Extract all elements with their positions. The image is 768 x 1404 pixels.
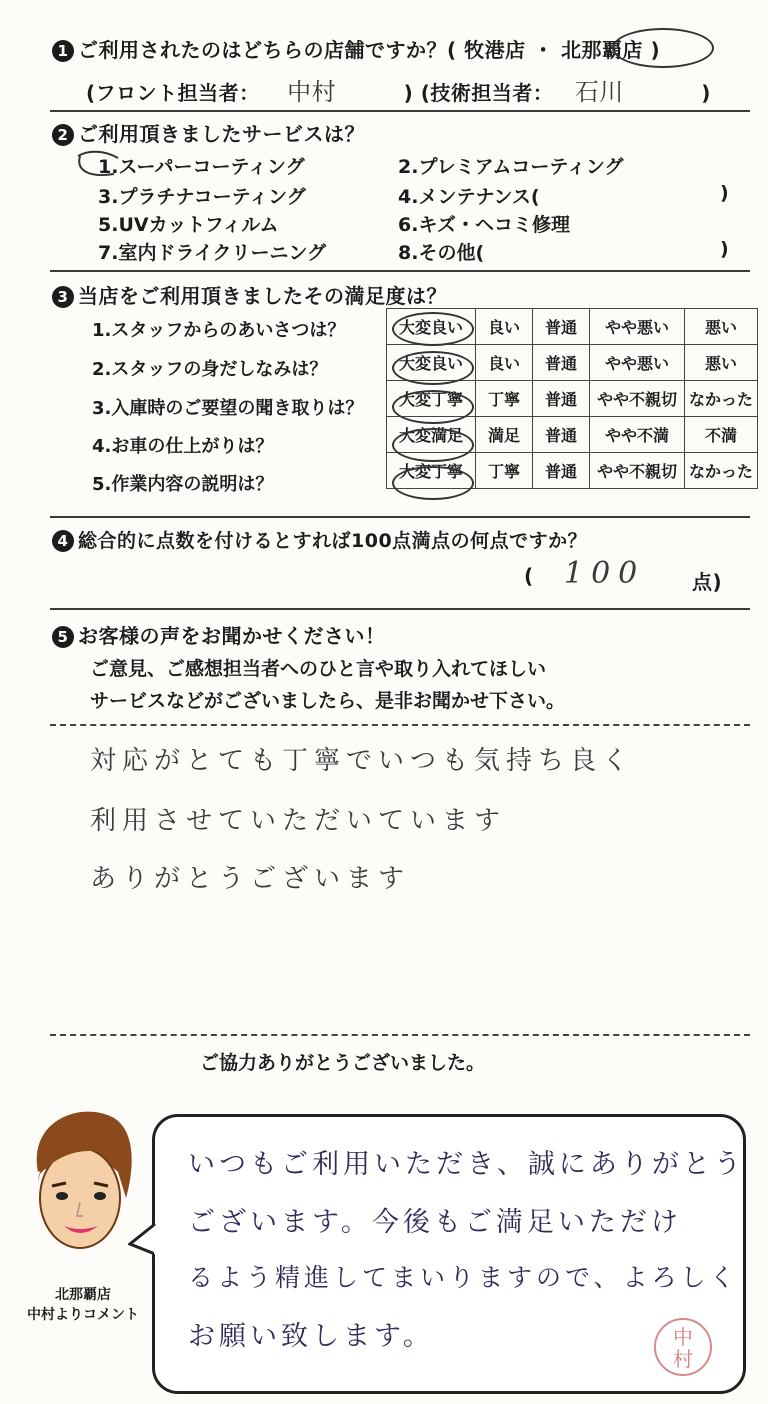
reply-store-caption: 北那覇店 [55, 1287, 111, 1303]
rating-cell: 良い [476, 309, 533, 345]
rating-cell: なかった [685, 453, 758, 489]
service-close-paren: ) [720, 182, 729, 204]
q3-question: 当店をご利用頂きましたその満足度は？ [78, 284, 447, 308]
rating-question: 2.スタッフの身だしなみは？ [92, 359, 328, 380]
stamp-char: 中 [673, 1325, 693, 1349]
rating-selection-circle [392, 312, 474, 346]
reply-author-caption: 中村よりコメント [27, 1307, 139, 1323]
service-option: 2.プレミアムコーティング [398, 156, 624, 178]
bubble-tail [128, 1220, 168, 1260]
rating-selection-circle [392, 390, 474, 424]
score-value: 100 [564, 556, 646, 591]
rating-selection-circle [392, 466, 474, 500]
thanks-message: ご協力ありがとうございました。 [200, 1052, 486, 1074]
rating-cell: 大変満足 [387, 417, 476, 453]
name-stamp [654, 1318, 712, 1376]
rating-cell: 普通 [533, 417, 590, 453]
service-close-paren: ) [720, 238, 729, 260]
rating-cell: やや悪い [590, 345, 685, 381]
rating-cell: 普通 [533, 453, 590, 489]
rating-cell: なかった [685, 381, 758, 417]
rating-selection-circle [392, 428, 474, 462]
q2-number-badge: 2 [52, 124, 74, 146]
rating-cell: やや不満 [590, 417, 685, 453]
service-option: 6.キズ・ヘコミ修理 [398, 214, 571, 236]
dashed-divider [50, 724, 750, 726]
divider [50, 516, 750, 518]
q2-title [52, 118, 365, 147]
service-option: 7.室内ドライクリーニング [98, 242, 327, 264]
rating-cell: 大変良い [387, 309, 476, 345]
q4-open-paren: ( [524, 564, 534, 588]
q5-number-badge: 5 [52, 626, 74, 648]
q1-title [52, 34, 660, 63]
customer-comment-line: 利用させていただいています [90, 806, 507, 836]
rating-cell: 丁寧 [476, 381, 533, 417]
service-check-mark [74, 146, 122, 180]
stamp-char: 村 [673, 1347, 693, 1371]
staff-reply-line: ございます。今後もご満足いただけ [188, 1207, 682, 1238]
staff-reply-line: るよう精進してまいりますので、よろしく [188, 1263, 739, 1292]
customer-comment-line: 対応がとても丁寧でいつも気持ち良く [90, 746, 635, 776]
store-selection-circle [612, 28, 714, 68]
divider [50, 110, 750, 112]
rating-cell: 不満 [685, 417, 758, 453]
rating-cell: 悪い [685, 309, 758, 345]
q5-question: お客様の声をお聞かせください！ [78, 624, 386, 648]
rating-cell: 大変良い [387, 345, 476, 381]
rating-cell: 普通 [533, 309, 590, 345]
rating-cell: 丁寧 [476, 453, 533, 489]
q5-instruction: サービスなどがございましたら、是非お聞かせ下さい。 [90, 690, 566, 712]
tech-staff-value: 石川 [574, 78, 624, 106]
customer-comment-line: ありがとうございます [90, 864, 411, 894]
service-option: 1.スーパーコーティング [98, 156, 305, 178]
q1-stores: ( 牧港店 ・ 北那覇店 ) [447, 38, 661, 62]
rating-question: 5.作業内容の説明は？ [92, 474, 274, 495]
score-unit: 点) [692, 570, 723, 594]
q1-staff-line [86, 72, 711, 107]
q4-number-badge: 4 [52, 530, 74, 552]
q2-question: ご利用頂きましたサービスは？ [78, 122, 365, 146]
q5-instruction: ご意見、ご感想担当者へのひと言や取り入れてほしい [90, 658, 547, 680]
rating-cell: 普通 [533, 345, 590, 381]
rating-cell: 大変丁寧 [387, 453, 476, 489]
q3-title [52, 280, 447, 309]
q5-title [52, 620, 386, 649]
q1-question: ご利用されたのはどちらの店舗ですか？ [78, 38, 447, 62]
service-option: 5.UVカットフィルム [98, 214, 279, 236]
rating-question: 4.お車の仕上がりは？ [92, 436, 274, 457]
front-staff-close: ) [403, 81, 414, 105]
staff-reply-line: お願い致します。 [188, 1321, 434, 1352]
service-option: 8.その他( [398, 242, 485, 264]
front-staff-value: 中村 [287, 78, 337, 106]
rating-cell: 大変丁寧 [387, 381, 476, 417]
tech-staff-label: (技術担当者： [420, 81, 554, 105]
tech-staff-close: ) [701, 81, 711, 105]
rating-cell: やや不親切 [590, 381, 685, 417]
q4-question: 総合的に点数を付けるとすれば100点満点の何点ですか？ [78, 530, 588, 552]
rating-cell: やや悪い [590, 309, 685, 345]
q1-number-badge: 1 [52, 40, 74, 62]
rating-question: 1.スタッフからのあいさつは？ [92, 320, 346, 341]
rating-cell: 悪い [685, 345, 758, 381]
q4-title [52, 526, 587, 553]
divider [50, 608, 750, 610]
dashed-divider [50, 1034, 750, 1036]
rating-cell: 普通 [533, 381, 590, 417]
divider [50, 270, 750, 272]
service-option: 3.プラチナコーティング [98, 186, 306, 208]
service-option: 4.メンテナンス( [398, 186, 540, 208]
rating-question: 3.入庫時のご要望の聞き取りは？ [92, 398, 364, 419]
rating-selection-circle [392, 351, 474, 385]
rating-cell: やや不親切 [590, 453, 685, 489]
q3-number-badge: 3 [52, 286, 74, 308]
staff-reply-line: いつもご利用いただき、誠にありがとう [188, 1149, 745, 1180]
rating-cell: 良い [476, 345, 533, 381]
front-staff-label: (フロント担当者： [86, 81, 260, 105]
staff-avatar [18, 1102, 138, 1272]
rating-cell: 満足 [476, 417, 533, 453]
